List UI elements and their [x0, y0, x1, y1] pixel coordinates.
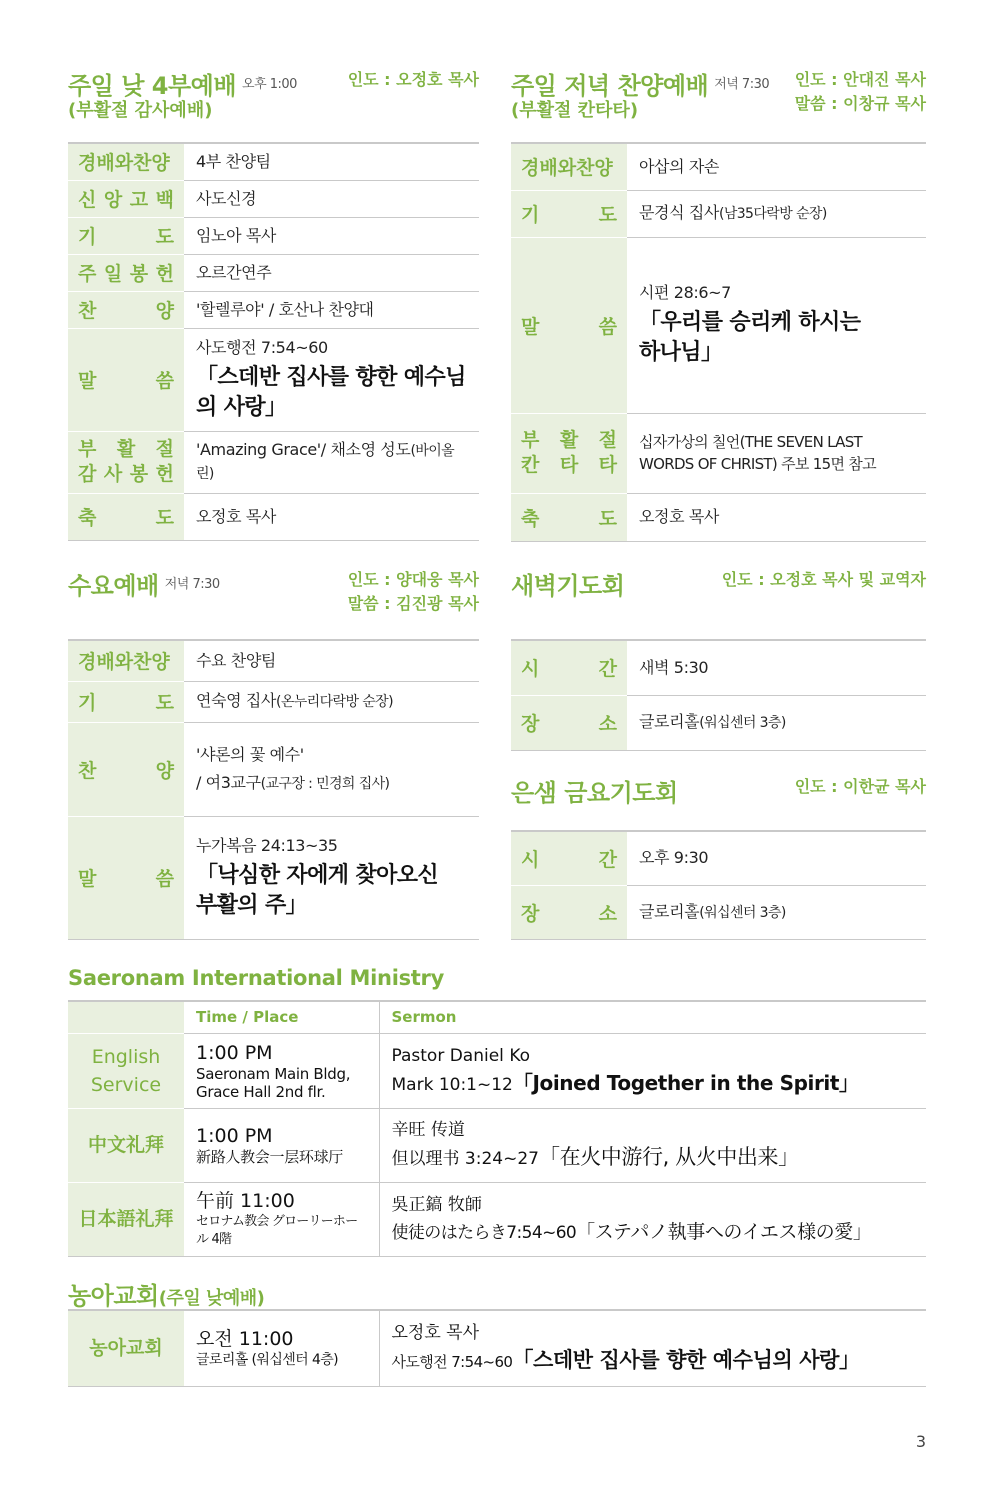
row-label: 장 소 [521, 902, 617, 925]
header-time-place: Time / Place [184, 1001, 379, 1033]
wednesday-table [68, 639, 479, 940]
wednesday-leader: 인도 : 양대웅 목사 말씀 : 김진광 목사 [347, 570, 479, 613]
row-value: 문경식 집사(남35다락방 순장) [627, 190, 926, 237]
row-label: 장 소 [521, 713, 617, 735]
sermon-title: 「낙심한 자에게 찾아오신 부활의 주」 [196, 862, 439, 918]
evening-title: 주일 저녁 찬양예배 $^{저녁 7:30}$ [511, 72, 770, 100]
row-label: 경배와찬양 [521, 157, 613, 180]
table-row [68, 1108, 926, 1182]
row-value: 수요 찬양팀 [184, 640, 479, 681]
table-row [68, 431, 479, 493]
wednesday-title: 수요예배 $^{저녁 7:30}$ [68, 572, 220, 600]
row-label: 기 도 [78, 692, 174, 714]
table-row [511, 143, 926, 190]
table-row [68, 180, 479, 217]
sermon-title: 「우리를 승리케 하시는 하나님」 [639, 310, 861, 365]
sermon: 吳正鎬 牧師 使徒のはたらき7:54~60「ステパノ執事へのイエス様の愛」 [379, 1182, 926, 1256]
deaf-header [68, 1276, 926, 1310]
friday-header [511, 773, 926, 813]
friday-leader: 인도 : 이한균 목사 [794, 777, 926, 796]
row-label: 中文礼拜 [68, 1108, 184, 1182]
sermon-title: 「스데반 집사를 향한 예수님의 사랑」 [196, 364, 466, 420]
table-row [511, 831, 926, 885]
dawn-leader: 인도 : 오정호 목사 및 교역자 [721, 570, 926, 589]
row-label: 경배와찬양 [78, 152, 170, 175]
row-label: 말 씀 [78, 868, 174, 890]
sermon: Pastor Daniel Ko Mark 10:1~12「Joined Together in the Spirit」 [379, 1033, 926, 1108]
table-row [68, 217, 479, 254]
table-row [68, 143, 479, 180]
row-value: 아삽의 자손 [627, 143, 926, 190]
row-value: 사도신경 [184, 180, 479, 217]
table-row [68, 1310, 926, 1386]
row-value: 십자가상의 칠언(THE SEVEN LAST WORDS OF CHRIST) 주보 15면 참고 [627, 413, 926, 493]
row-value: '샤론의 꽃 예수' / 여3교구(교구장 : 민경희 집사) [184, 722, 479, 816]
intl-title: Saeronam International Ministry [68, 966, 444, 990]
table-row [68, 681, 479, 722]
row-label: 주 일 봉 헌 [78, 263, 174, 285]
evening-header [511, 66, 926, 126]
sunday4-time: 오후 1:00 [242, 77, 297, 92]
table-row [511, 695, 926, 750]
row-label: 시 간 [521, 848, 617, 871]
wednesday-header [68, 566, 479, 622]
time-place: 1:00 PM Saeronam Main Bldg, Grace Hall 2nd flr. [184, 1033, 379, 1108]
row-label: 말 씀 [78, 370, 174, 392]
row-value: '할렐루야' / 호산나 찬양대 [184, 291, 479, 328]
table-row [511, 493, 926, 541]
table-row [68, 640, 479, 681]
dawn-header [511, 566, 926, 606]
friday-table [511, 830, 926, 940]
evening-leader: 인도 : 안대진 목사 말씀 : 이창규 목사 [794, 70, 926, 113]
row-label: 축 도 [521, 507, 617, 530]
row-label: 기 도 [78, 226, 174, 248]
table-header-row [68, 1001, 926, 1033]
row-label: 日本語礼拜 [68, 1182, 184, 1256]
row-value: 글로리홀(워십센터 3층) [627, 695, 926, 750]
row-value: 오정호 목사 [627, 493, 926, 541]
row-label: English Service [68, 1033, 184, 1108]
table-row [68, 291, 479, 328]
intl-table [68, 1000, 926, 1257]
sunday4-leader: 인도 : 오정호 목사 [347, 70, 479, 89]
sunday4-table [68, 142, 479, 541]
deaf-title: 농아교회(주일 낮예배) [68, 1282, 265, 1310]
sunday4-subtitle: (부활절 감사예배) [68, 100, 213, 121]
sermon-reference: 누가복음 24:13~35 [196, 835, 338, 855]
evening-subtitle: (부활절 칸타타) [511, 100, 639, 121]
table-row [511, 885, 926, 939]
wednesday-time: 저녁 7:30 [164, 577, 220, 592]
row-value: 새벽 5:30 [627, 640, 926, 695]
table-row [68, 1182, 926, 1256]
row-label: 시 간 [521, 658, 617, 681]
row-value: 연숙영 집사(온누리다락방 순장) [184, 681, 479, 722]
sermon-reference: 시편 28:6~7 [639, 283, 731, 302]
dawn-title: 새벽기도회 [511, 572, 625, 600]
table-row [68, 1033, 926, 1108]
row-value: 오르간연주 [184, 254, 479, 291]
time-place: 午前 11:00 セロナム教会 グローリーホール 4階 [184, 1182, 379, 1256]
row-label: 축 도 [78, 507, 174, 529]
dawn-table [511, 639, 926, 751]
table-row [68, 816, 479, 939]
row-label: 신 앙 고 백 [78, 189, 174, 211]
table-row [68, 493, 479, 540]
row-value: 글로리홀(워십센터 3층) [627, 885, 926, 939]
table-row [511, 237, 926, 413]
row-value: 'Amazing Grace'/ 채소영 성도(바이올린) [184, 431, 479, 493]
table-row [511, 413, 926, 493]
row-label: 경배와찬양 [78, 651, 170, 674]
sermon-reference: 사도행전 7:54~60 [196, 337, 328, 357]
evening-table [511, 142, 926, 542]
evening-time: 저녁 7:30 [714, 77, 770, 92]
row-value: 오정호 목사 [184, 493, 479, 540]
table-row [68, 254, 479, 291]
sermon: 오정호 목사 사도행전 7:54~60「스데반 집사를 향한 예수님의 사랑」 [379, 1310, 926, 1386]
page-number: 3 [915, 1432, 926, 1451]
table-row [511, 190, 926, 237]
row-label: 기 도 [521, 204, 617, 226]
deaf-table [68, 1309, 926, 1387]
row-value: 오후 9:30 [627, 831, 926, 885]
friday-title: 은샘 금요기도회 [511, 779, 678, 807]
header-sermon: Sermon [379, 1001, 926, 1033]
table-row [511, 640, 926, 695]
row-value: 임노아 목사 [184, 217, 479, 254]
row-label: 부 활 절 감 사 봉 헌 [78, 438, 174, 485]
row-label: 찬 양 [78, 300, 174, 322]
time-place: 오전 11:00 글로리홀 (워십센터 4층) [184, 1310, 379, 1386]
table-row [68, 722, 479, 816]
time-place: 1:00 PM 新路人教会一层环球厅 [184, 1108, 379, 1182]
sunday4-header [68, 66, 479, 126]
row-label: 부 활 절 칸 타 타 [521, 429, 617, 476]
sermon: 辛旺 传道 但以理书 3:24~27「在火中游行, 从火中出来」 [379, 1108, 926, 1182]
row-label: 말 씀 [521, 315, 617, 338]
row-label: 농아교회 [68, 1310, 184, 1386]
row-value: 4부 찬양팀 [184, 143, 479, 180]
table-row [68, 328, 479, 431]
sunday4-title: 주일 낮 4부예배 $^{오후 1:00}$ [68, 72, 297, 100]
row-label: 찬 양 [78, 759, 174, 782]
